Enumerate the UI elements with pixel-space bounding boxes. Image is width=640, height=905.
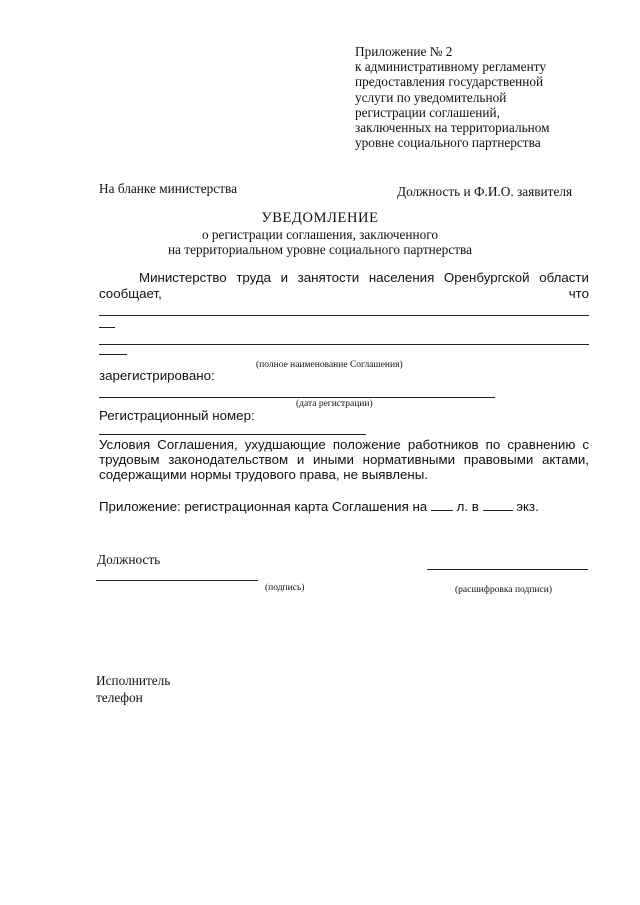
agreement-name-line: [99, 315, 589, 316]
annex-line: к административному регламенту: [355, 59, 546, 75]
word: правовыми: [463, 452, 534, 467]
word: сравнению: [507, 437, 576, 452]
word: и: [296, 452, 305, 467]
document-title: УВЕДОМЛЕНИЕ: [261, 210, 379, 226]
caption-agreement-name: (полное наименование Соглашения): [256, 360, 403, 370]
caption-signature-decoding: (расшифровка подписи): [455, 585, 552, 595]
annex-line: Приложение № 2: [355, 44, 453, 59]
word: по: [485, 437, 501, 452]
annex-line: услуги по уведомительной: [355, 89, 507, 105]
word: Министерство: [139, 270, 227, 285]
word: трудовым: [99, 452, 160, 467]
agreement-name-line-end: [99, 327, 115, 328]
word: иными: [313, 452, 354, 467]
conditions-line: содержащими нормы трудового права, не выявлены.: [99, 467, 429, 482]
performer-label: Исполнитель: [96, 673, 171, 688]
letterhead-note: На бланке министерства: [99, 181, 238, 196]
registration-number-line: [99, 434, 366, 435]
document-subtitle: [0, 227, 640, 257]
annex-line: регистрации соглашений,: [355, 104, 500, 120]
word: области: [539, 270, 589, 285]
applicant-field-label: Должность и Ф.И.О. заявителя: [397, 184, 573, 199]
word: населения: [368, 270, 435, 285]
position-line: [96, 580, 258, 581]
phone-label: телефон: [96, 690, 143, 705]
performer-block: [96, 672, 170, 706]
position-label: Должность: [97, 552, 161, 567]
word: с: [582, 437, 589, 452]
agreement-name-line-end: [99, 354, 127, 355]
intro-paragraph: [99, 270, 589, 301]
word: законодательством: [168, 452, 289, 467]
annex-line: уровне социального партнерства: [355, 135, 541, 151]
word: Оренбургской: [443, 270, 530, 285]
registration-date-line: [99, 397, 495, 398]
caption-signature: (подпись): [265, 583, 305, 593]
word: труда: [236, 270, 272, 285]
conditions-paragraph: [99, 437, 589, 482]
annex-block: [355, 44, 605, 150]
word: ухудшающие: [244, 437, 326, 452]
registration-number-label: Регистрационный номер:: [99, 408, 255, 423]
word: что: [568, 285, 589, 301]
word: Соглашения,: [157, 437, 238, 452]
copies-count-blank: [483, 499, 513, 511]
agreement-name-line: [99, 344, 589, 345]
word: и: [280, 270, 289, 285]
conditions-line: [99, 452, 589, 467]
intro-line: [99, 286, 589, 302]
registered-label: зарегистрировано:: [99, 368, 215, 383]
conditions-line: [99, 437, 589, 452]
word: Условия: [99, 437, 151, 452]
caption-registration-date: (дата регистрации): [296, 399, 373, 409]
appendix-text: л. в: [456, 499, 479, 514]
word: занятости: [297, 270, 360, 285]
word: нормативными: [362, 452, 456, 467]
annex-line: заключенных на территориальном: [355, 120, 550, 136]
appendix-text: Приложение: регистрационная карта Соглашения на: [99, 499, 428, 514]
annex-line: предоставления государственной: [355, 74, 544, 90]
word: сообщает,: [99, 285, 162, 301]
appendix-text: экз.: [516, 499, 539, 514]
signature-decoding-line: [427, 569, 588, 570]
word: положение: [332, 437, 401, 452]
intro-line: [99, 270, 589, 286]
sheets-count-blank: [431, 499, 453, 511]
word: работников: [407, 437, 479, 452]
subtitle-line: о регистрации соглашения, заключенного: [201, 227, 439, 242]
subtitle-line: на территориальном уровне социального партнерства: [167, 242, 473, 257]
appendix-line: [99, 499, 539, 514]
word: актами,: [542, 452, 589, 467]
